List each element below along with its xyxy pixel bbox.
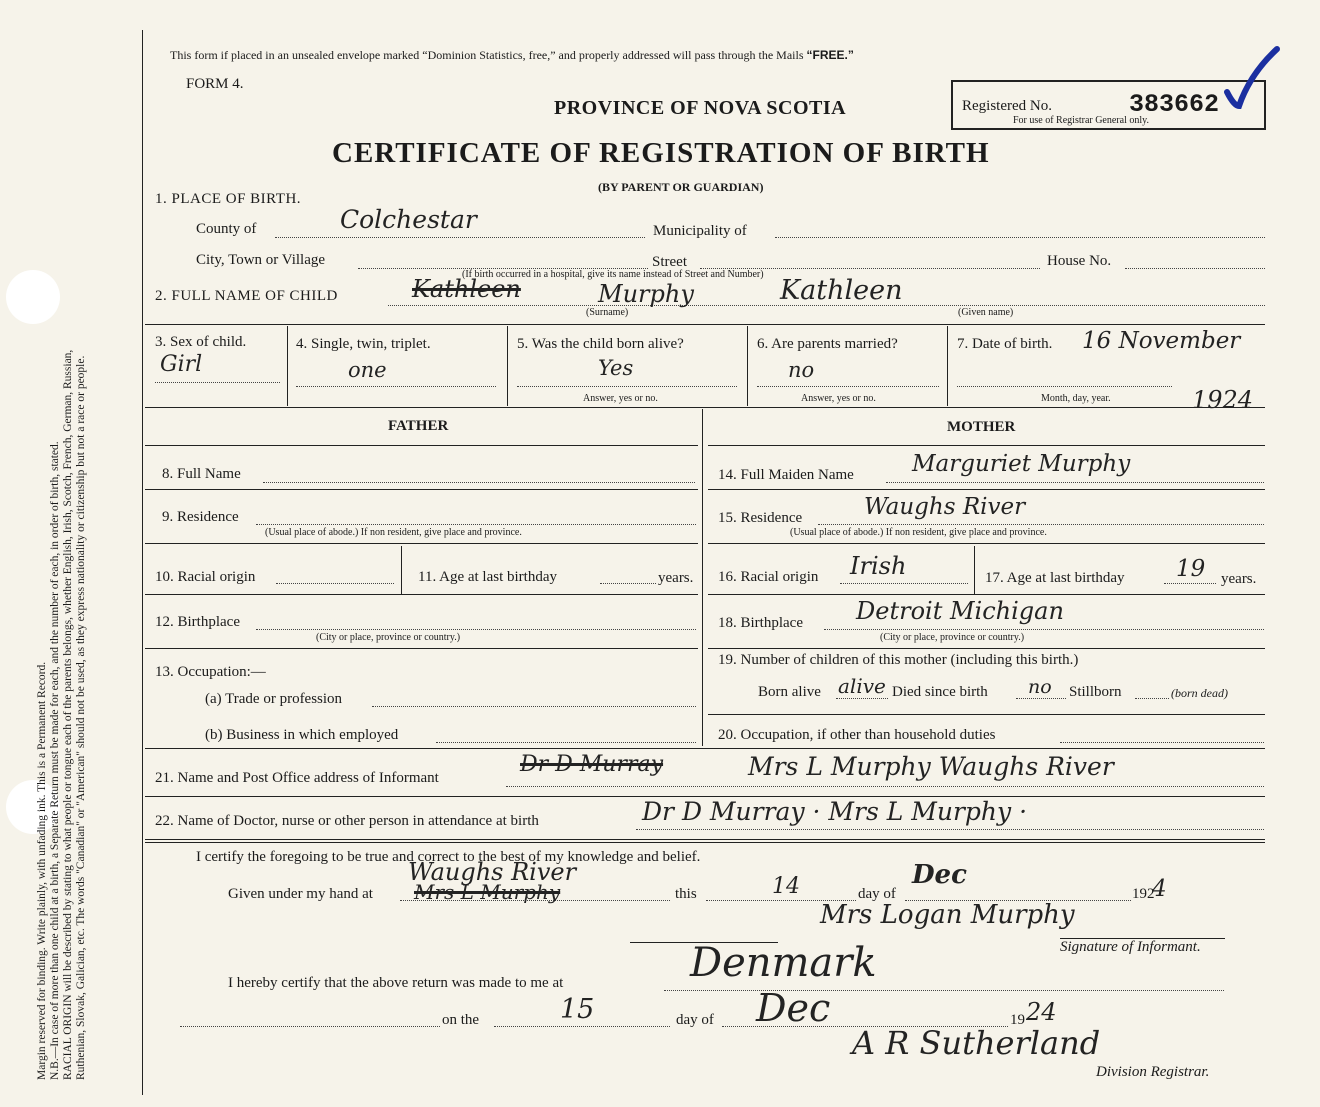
child-name-label: 2. FULL NAME OF CHILD (155, 288, 338, 304)
house-label: House No. (1047, 253, 1112, 269)
registrar-year-prefix: 19 (1010, 1012, 1025, 1028)
father-birthplace-line (256, 629, 696, 630)
informant-top-rule (145, 748, 1265, 749)
mother-residence-line (818, 524, 1264, 525)
born-alive-count-value: alive (838, 674, 886, 698)
born-alive-label: 5. Was the child born alive? (517, 336, 684, 352)
married-value: no (788, 358, 815, 382)
certify-day-of-label: day of (858, 886, 896, 902)
given-place-struck: Mrs L Murphy (414, 880, 561, 904)
mother-age-unit: years. (1221, 571, 1257, 587)
doctor-line (636, 829, 1264, 830)
single-line (296, 386, 496, 387)
mother-racial-divider (974, 546, 975, 594)
stillborn-label: Stillborn (1069, 684, 1122, 700)
mother-birthplace-value: Detroit Michigan (856, 597, 1064, 625)
house-line (1125, 268, 1265, 269)
surname-caption: (Surname) (586, 307, 629, 318)
registrar-month-value: Dec (756, 986, 831, 1030)
mother-birthplace-caption: (City or place, province or country.) (880, 632, 1025, 643)
registrar-place-value: Denmark (690, 940, 877, 986)
registered-box (951, 80, 1266, 130)
province-heading: PROVINCE OF NOVA SCOTIA (554, 97, 847, 119)
birth-year-value: 1924 (1192, 386, 1254, 414)
date-of-birth-label: 7. Date of birth. (957, 336, 1053, 352)
row3-divider-2 (507, 326, 508, 406)
on-the-label: on the (442, 1012, 480, 1028)
sex-label: 3. Sex of child. (155, 334, 247, 350)
born-alive-value: Yes (598, 356, 634, 380)
registrar-day-value: 15 (560, 994, 595, 1025)
mother-row-rule-2 (708, 543, 1265, 544)
born-alive-count-line (836, 698, 888, 699)
certification-statement: I certify the foregoing to be true and correct to the best of my knowledge and belief. (196, 849, 701, 865)
informant-struck-value: Dr D Murray (520, 752, 664, 777)
single-label: 4. Single, twin, triplet. (296, 336, 431, 352)
date-of-birth-caption: Month, day, year. (1041, 393, 1111, 404)
city-label: City, Town or Village (196, 252, 326, 268)
father-racial-line (276, 583, 394, 584)
mother-name-line (886, 482, 1264, 483)
mother-racial-value: Irish (850, 552, 907, 580)
doctor-bottom-rule (145, 839, 1265, 840)
father-birthplace-label: 12. Birthplace (155, 614, 240, 630)
mother-children-label: 19. Number of children of this mother (including this birth.) (718, 652, 1079, 668)
doctor-label: 22. Name of Doctor, nurse or other person in attendance at birth (155, 813, 539, 829)
registrar-signature: A R Sutherland (852, 1024, 1101, 1062)
hospital-note: (If birth occurred in a hospital, give its name instead of Street and Number) (462, 269, 764, 280)
registrar-year-value: 24 (1026, 998, 1057, 1026)
mother-birthplace-line (824, 629, 1264, 630)
father-racial-label: 10. Racial origin (155, 569, 256, 585)
mail-note-free: “FREE.” (806, 48, 854, 62)
father-birthplace-caption: (City or place, province or country.) (316, 632, 461, 643)
born-alive-count-label: Born alive (758, 684, 821, 700)
municipality-label: Municipality of (653, 223, 747, 239)
certify-year-value: 4 (1152, 876, 1167, 902)
date-of-birth-line (957, 386, 1172, 387)
father-heading: FATHER (388, 418, 449, 434)
registrar-day-of-label: day of (676, 1012, 714, 1028)
died-since-birth-value: no (1028, 676, 1052, 698)
row3-bottom-rule (145, 407, 1265, 408)
given-name-caption: (Given name) (958, 307, 1014, 318)
father-row-rule-4 (145, 648, 698, 649)
father-age-label: 11. Age at last birthday (418, 569, 557, 585)
father-occupation-label: 13. Occupation:— (155, 664, 266, 680)
date-of-birth-value: 16 November (1082, 328, 1241, 354)
mail-note-text: This form if placed in an unsealed envelope marked “Dominion Statistics, free,” and properly addressed will pass through the Mails (170, 48, 804, 62)
row3-divider-1 (287, 326, 288, 406)
row3-divider-3 (747, 326, 748, 406)
mother-residence-label: 15. Residence (718, 510, 803, 526)
margin-note-line-4: Ruthenian, Slovak, Galician, etc. The words "Canadian" or "American" should not be used, as they express nationality or citizenship but not a race or people. (75, 355, 87, 1080)
father-residence-caption: (Usual place of abode.) If non resident, give place and province. (265, 527, 522, 538)
mother-row-rule-4 (708, 648, 1265, 649)
father-trade-label: (a) Trade or profession (205, 691, 343, 707)
certify-year-prefix: 192 (1132, 886, 1155, 902)
stillborn-line (1135, 698, 1169, 699)
margin-instructions (36, 40, 88, 1080)
stillborn-note: (born dead) (1171, 686, 1228, 700)
married-label: 6. Are parents married? (757, 336, 898, 352)
mother-occupation-line (1060, 742, 1264, 743)
registrar-general-note: For use of Registrar General only. (1013, 115, 1149, 126)
mother-age-value: 19 (1176, 556, 1206, 582)
row3-top-rule (145, 324, 1265, 325)
registered-number: 383662 (1129, 90, 1220, 119)
father-row-rule-3 (145, 594, 698, 595)
form-number: FORM 4. (186, 76, 244, 92)
sex-value: Girl (160, 352, 203, 377)
row3-divider-4 (947, 326, 948, 406)
municipality-line (775, 237, 1265, 238)
father-heading-rule (145, 445, 698, 446)
mother-residence-value: Waughs River (864, 494, 1026, 520)
informant-line (506, 786, 1264, 787)
registrar-statement: I hereby certify that the above return was made to me at (228, 975, 564, 991)
father-age-unit: years. (658, 570, 694, 586)
informant-signature-caption: Signature of Informant. (1060, 939, 1201, 955)
mother-occupation-label: 20. Occupation, if other than household duties (718, 727, 996, 743)
place-of-birth-heading: 1. PLACE OF BIRTH. (155, 191, 302, 207)
father-row-rule-1 (145, 489, 698, 490)
parents-divider (702, 409, 703, 746)
father-trade-line (372, 706, 696, 707)
married-line (757, 386, 939, 387)
margin-note-line-1: Margin reserved for binding. Write plainly, with unfading ink. This is a Permanent Record. (36, 661, 48, 1080)
father-age-line (600, 583, 656, 584)
mother-racial-label: 16. Racial origin (718, 569, 819, 585)
mother-heading: MOTHER (947, 419, 1016, 435)
sex-line (155, 382, 280, 383)
division-registrar-caption: Division Registrar. (1096, 1064, 1210, 1080)
died-since-birth-label: Died since birth (892, 684, 988, 700)
informant-signature: Mrs Logan Murphy (820, 900, 1075, 930)
registrar-place-line (664, 990, 1224, 991)
checkmark-icon (1222, 44, 1282, 114)
died-since-birth-line (1016, 698, 1066, 699)
registrar-lead-line (180, 1026, 440, 1027)
county-line (275, 237, 645, 238)
father-name-line (263, 482, 695, 483)
mother-row-rule-5 (708, 714, 1265, 715)
registrar-day-line (494, 1026, 670, 1027)
father-business-label: (b) Business in which employed (205, 727, 399, 743)
child-surname-value: Murphy (598, 280, 694, 308)
informant-label: 21. Name and Post Office address of Informant (155, 770, 439, 786)
child-given-value: Kathleen (780, 275, 903, 306)
father-business-line (436, 742, 696, 743)
certify-month-value: Dec (912, 860, 967, 890)
mother-racial-line (840, 583, 968, 584)
mother-residence-caption: (Usual place of abode.) If non resident, give place and province. (790, 527, 1047, 538)
married-caption: Answer, yes or no. (801, 393, 876, 404)
margin-note-line-2: N.B.—In case of more than one child at a birth, a Separate Return must be made for each, and the number of each, in order of birth, stated. (49, 441, 61, 1080)
margin-rule (142, 30, 143, 1095)
father-residence-label: 9. Residence (162, 509, 239, 525)
given-place-value: Waughs River (408, 858, 577, 886)
mother-row-rule-1 (708, 489, 1265, 490)
county-label: County of (196, 221, 257, 237)
this-label: this (675, 886, 697, 902)
street-label: Street (652, 254, 687, 270)
born-alive-line (517, 386, 737, 387)
given-under-hand-label: Given under my hand at (228, 886, 373, 902)
mother-age-line (1164, 583, 1216, 584)
doctor-bottom-rule-double (145, 842, 1265, 843)
born-alive-caption: Answer, yes or no. (583, 393, 658, 404)
certify-day-value: 14 (772, 874, 800, 899)
registered-label: Registered No. (962, 98, 1052, 114)
certificate-subtitle: (BY PARENT OR GUARDIAN) (598, 180, 764, 194)
single-value: one (348, 358, 387, 382)
mother-birthplace-label: 18. Birthplace (718, 615, 803, 631)
county-value: Colchestar (340, 205, 477, 234)
mother-name-value: Marguriet Murphy (912, 451, 1131, 477)
child-name-struck: Kathleen (412, 275, 521, 303)
father-racial-divider (401, 546, 402, 594)
mother-age-label: 17. Age at last birthday (985, 570, 1125, 586)
father-name-label: 8. Full Name (162, 466, 241, 482)
mail-note (170, 48, 854, 63)
father-row-rule-2 (145, 543, 698, 544)
doctor-value: Dr D Murray · Mrs L Murphy · (642, 797, 1028, 826)
certificate-title: CERTIFICATE OF REGISTRATION OF BIRTH (332, 137, 990, 169)
mother-row-rule-3 (708, 594, 1265, 595)
father-residence-line (256, 524, 696, 525)
informant-value: Mrs L Murphy Waughs River (748, 752, 1114, 781)
margin-note-line-3: RACIAL ORIGIN will be described by stating to what people or tongue each of the parents belongs, whether English, Irish, Scotch, French, German, Russian, (62, 349, 74, 1080)
mother-heading-rule (708, 445, 1265, 446)
mother-name-label: 14. Full Maiden Name (718, 467, 854, 483)
